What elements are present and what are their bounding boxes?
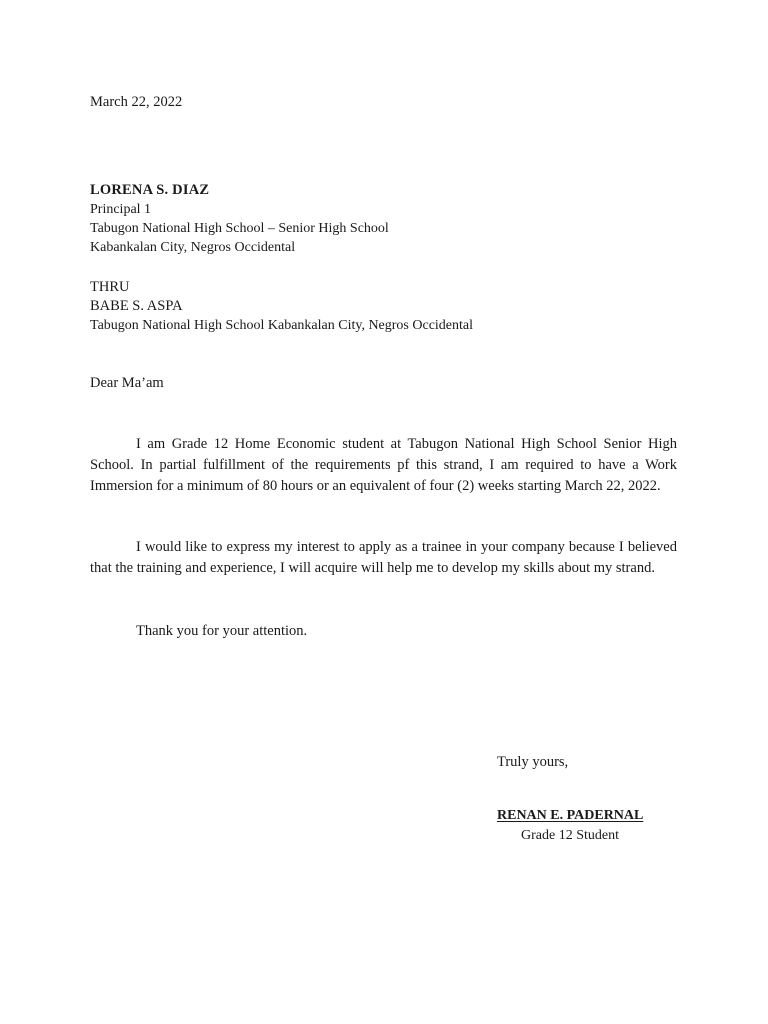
thru-label: THRU: [90, 279, 130, 295]
closing: Truly yours,: [497, 754, 569, 770]
body-paragraph-2: I would like to express my interest to apply as a trainee in your company because I believed that the training and experience, I will acquire will help me to develop my skills about my strand.: [90, 539, 677, 576]
recipient-address: Kabankalan City, Negros Occidental: [90, 240, 296, 255]
thru-address: Tabugon National High School Kabankalan City, Negros Occidental: [90, 318, 474, 333]
signer-title: Grade 12 Student: [521, 828, 619, 843]
recipient-name: LORENA S. DIAZ: [90, 182, 210, 198]
thru-block: [90, 278, 473, 335]
salutation: Dear Ma’am: [90, 375, 164, 391]
recipient-block: [90, 181, 389, 257]
recipient-position: Principal 1: [90, 202, 152, 217]
recipient-school: Tabugon National High School – Senior High School: [90, 221, 389, 236]
body-paragraph-3: Thank you for your attention.: [136, 623, 308, 639]
thru-name: BABE S. ASPA: [90, 298, 183, 314]
signer-name: RENAN E. PADERNAL: [497, 808, 644, 823]
letter-date: March 22, 2022: [90, 94, 183, 110]
body-paragraph-1: I am Grade 12 Home Economic student at Tabugon National High School Senior High School. In partial fulfillment of the requirements pf this strand, I am required to have a Work Immersion for a minimum of 80 hours or an equivalent of four (2) weeks starting March 22, 2022.: [90, 436, 677, 494]
